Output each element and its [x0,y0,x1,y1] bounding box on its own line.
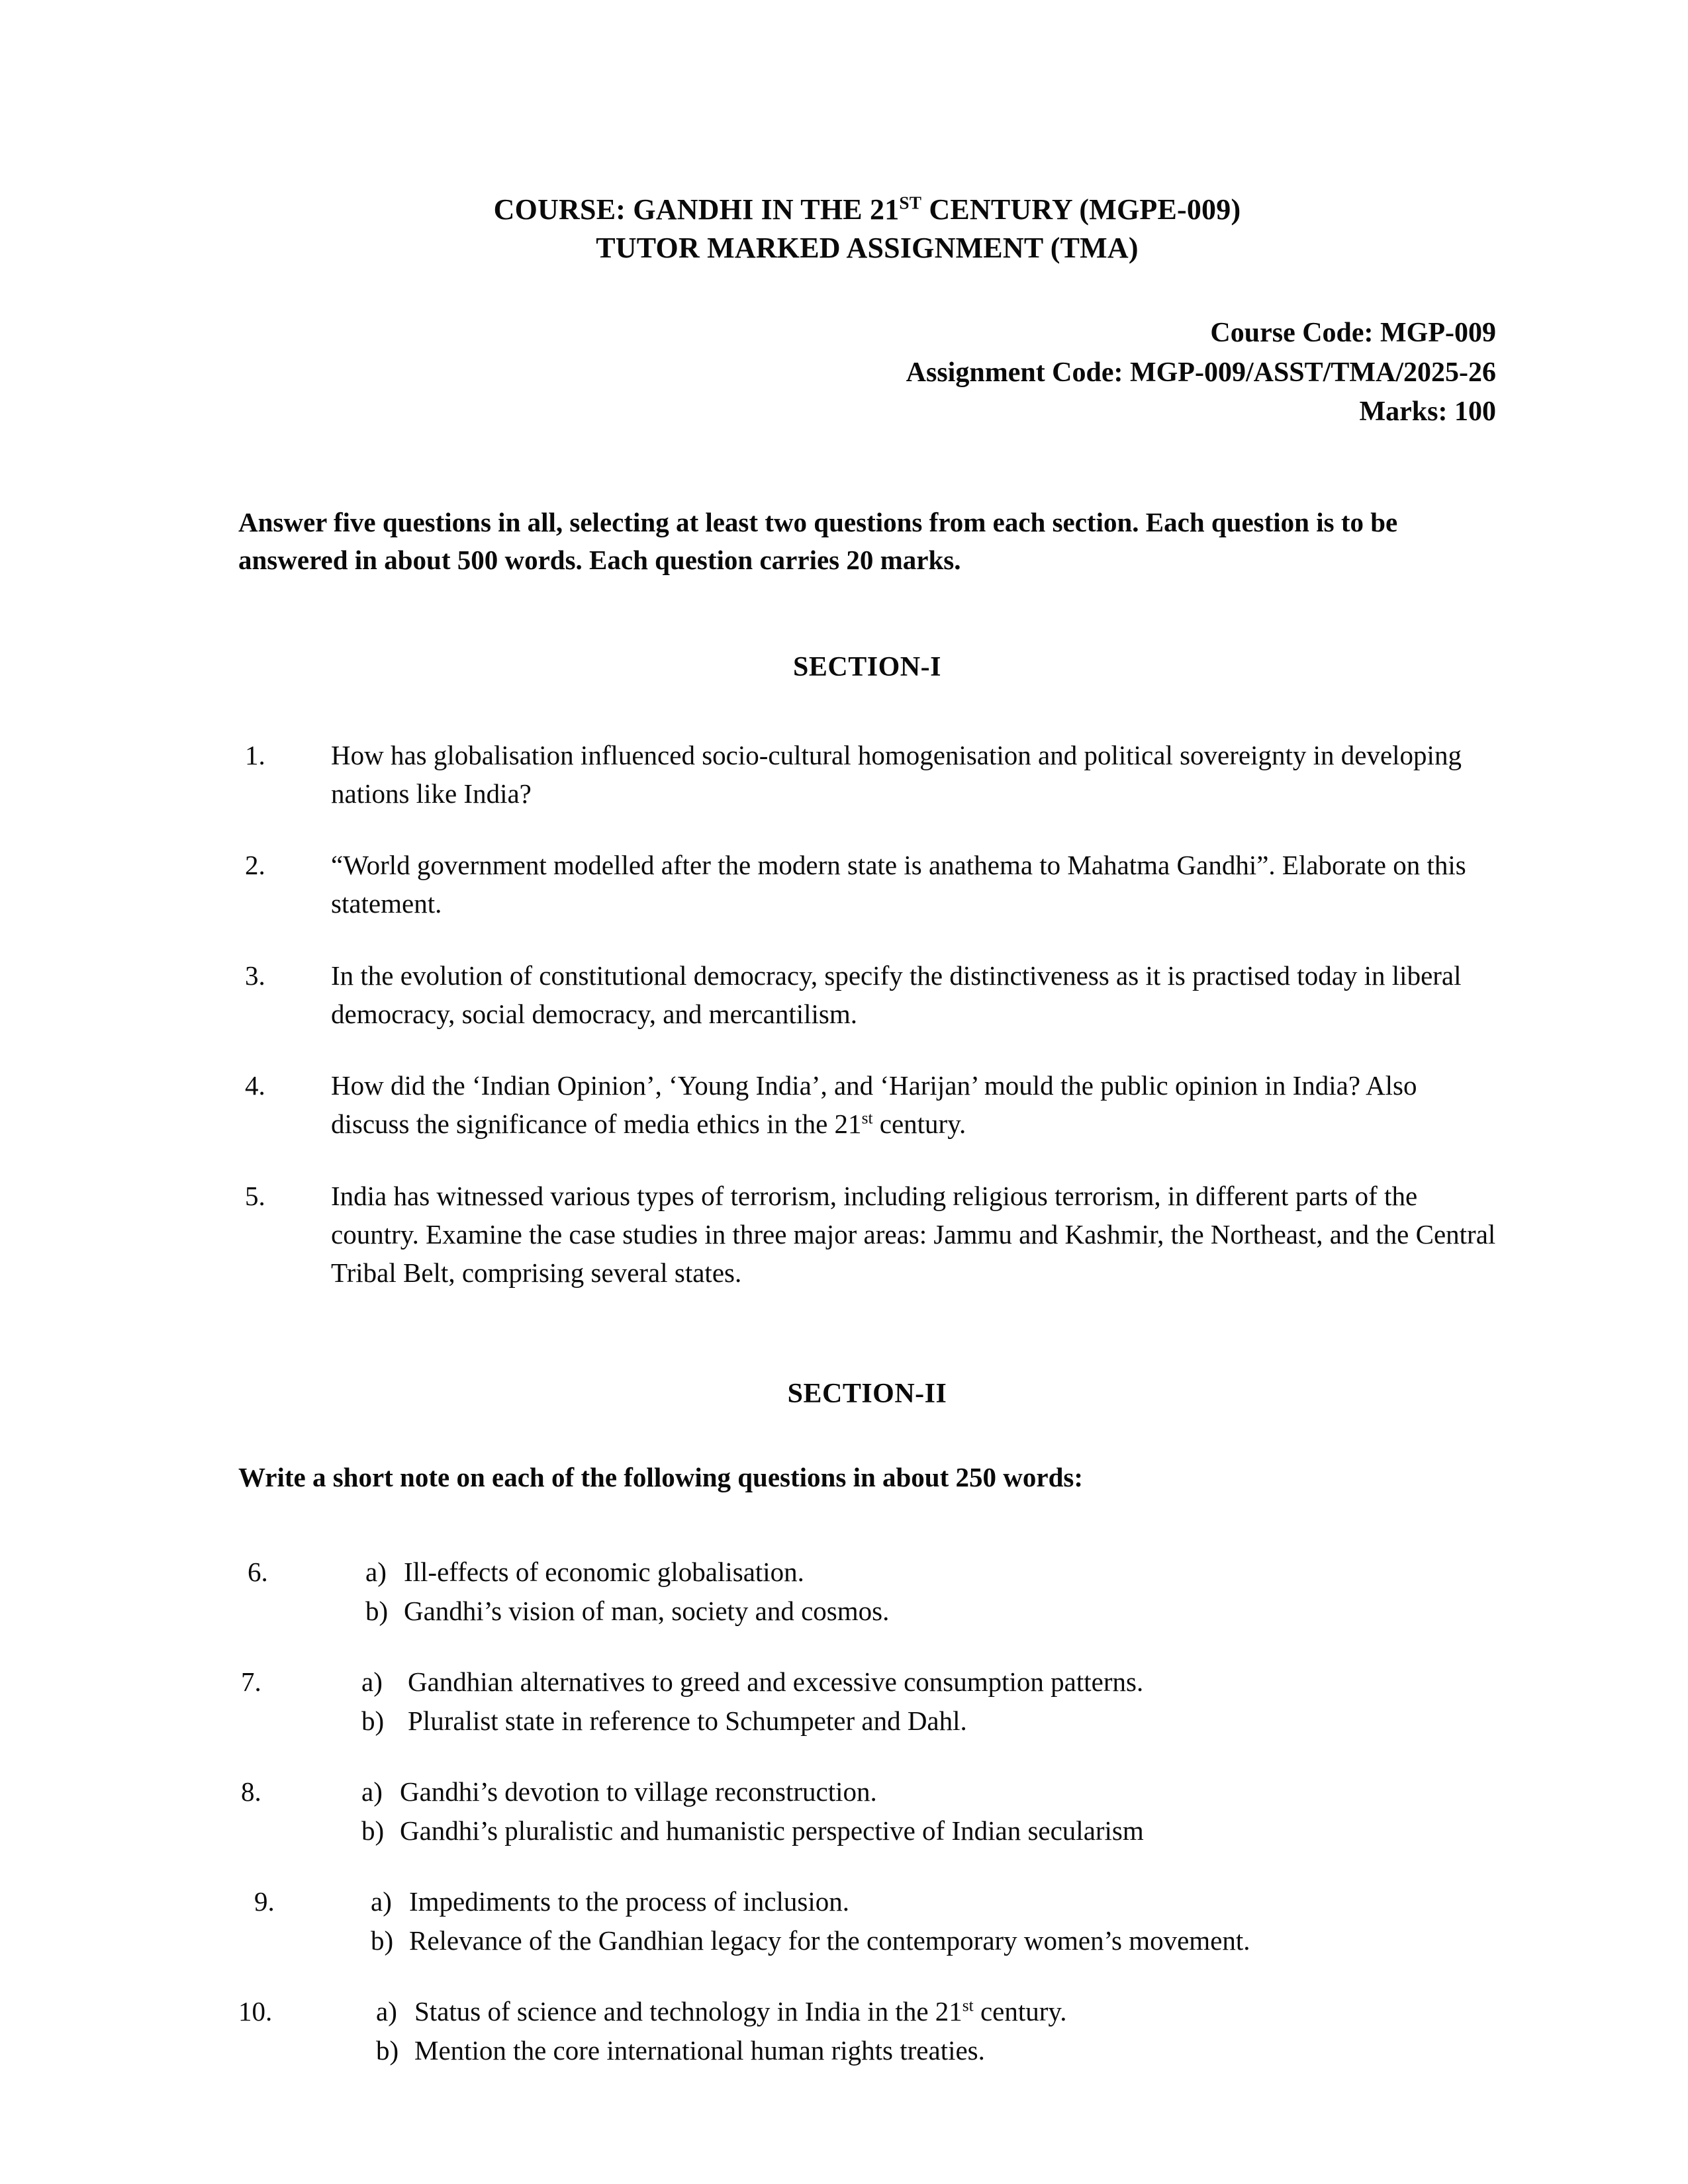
section-2-instruction: Write a short note on each of the following questions in about 250 words: [238,1462,1083,1493]
question-subitem-a [361,1772,1496,1811]
question-text [331,1066,1496,1143]
subitem-text [414,1992,1496,2031]
question-number: 8. [241,1776,261,1807]
question-text: How has globalisation influenced socio-cultural homogenisation and political sovereignty in developing nations like India? [331,739,1462,809]
main-instruction: Answer five questions in all, selecting at least two questions from each section. Each question is to be answered in about 500 words. Each question carries 20 marks. [238,507,1398,576]
course-title-line-1 [238,191,1496,229]
question-item [238,1066,1496,1143]
subitem-text: Gandhi’s pluralistic and humanistic perspective of Indian secularism [400,1815,1144,1846]
question-item [238,736,1496,813]
assignment-code: Assignment Code: MGP-009/ASST/TMA/2025-26 [906,357,1496,388]
subitem-marker: b) [361,1815,385,1846]
question-item [238,1177,1496,1293]
question-subitem-a [361,1662,1496,1702]
total-marks: Marks: 100 [1359,396,1496,428]
question-text: In the evolution of constitutional democracy, specify the distinctiveness as it is practised today in liberal democracy, social democracy, and mercantilism. [331,960,1462,1029]
question-subitem-a [376,1992,1496,2031]
subitem-text: Pluralist state in reference to Schumpeter and Dahl. [408,1705,967,1736]
question-item [238,1553,1496,1631]
subitem-marker: a) [361,1666,383,1697]
page-content [238,0,1496,2102]
question-item [238,1662,1496,1741]
question-item [238,1772,1496,1850]
question-number: 6. [248,1556,268,1587]
section-2-heading: SECTION-II [787,1379,947,1410]
question-subitems [351,1882,1496,1960]
question-ordinal-suffix: st [861,1109,873,1128]
question-subitem-b [361,1811,1496,1850]
subitem-marker: a) [376,1995,397,2026]
question-item [238,1992,1496,2070]
question-subitems [351,1553,1496,1631]
subitem-marker: b) [365,1595,389,1626]
subitem-text-post: century. [973,1995,1067,2026]
question-text: “World government modelled after the modern state is anathema to Mahatma Gandhi”. Elaborate on this statement. [331,850,1466,919]
subitem-text: Gandhi’s vision of man, society and cosmos. [404,1595,890,1626]
question-number: 7. [241,1666,261,1697]
question-number: 10. [238,1995,273,2026]
question-number: 9. [254,1886,275,1917]
question-subitem-b [376,2031,1496,2070]
question-number: 3. [245,960,265,991]
question-number: 2. [245,850,265,881]
subitem-marker: b) [361,1705,385,1736]
section-2-question-list [238,1553,1496,2070]
question-item [238,846,1496,923]
question-subitem-a [365,1553,1496,1592]
question-number: 5. [245,1180,265,1211]
subitem-marker: a) [365,1556,387,1587]
course-info-block [238,314,1496,432]
subitem-text: Ill-effects of economic globalisation. [404,1556,804,1587]
section-1-question-list [238,736,1496,1292]
subitem-text: Mention the core international human rights treaties. [414,2034,985,2066]
subitem-marker: a) [371,1886,392,1917]
question-text-post: century. [872,1109,966,1140]
question-subitem-b [361,1702,1496,1741]
question-subitem-b [371,1921,1496,1960]
subitem-ordinal-suffix: st [962,1996,974,2015]
question-subitems [351,1772,1496,1850]
course-title-ordinal-suffix: ST [899,193,922,213]
document-title-block [238,0,1496,267]
subitem-text: Impediments to the process of inclusion. [409,1886,849,1917]
subitem-marker: a) [361,1776,383,1807]
course-title-line-1-pre: COURSE: GANDHI IN THE 21 [493,193,900,226]
question-subitem-a [371,1882,1496,1921]
subitem-text-pre: Status of science and technology in India in the 21 [414,1995,962,2026]
question-subitem-b [365,1592,1496,1631]
section-1-heading: SECTION-I [793,651,941,682]
subitem-text: Gandhi’s devotion to village reconstruction. [400,1776,877,1807]
subitem-text: Gandhian alternatives to greed and excessive consumption patterns. [408,1666,1144,1697]
question-number: 4. [245,1070,265,1101]
subitem-marker: b) [371,1925,394,1956]
question-subitems [351,1992,1496,2070]
subitem-marker: b) [376,2034,399,2066]
subitem-text: Relevance of the Gandhian legacy for the contemporary women’s movement. [409,1925,1250,1956]
question-text-pre: How did the ‘Indian Opinion’, ‘Young India’, and ‘Harijan’ mould the public opinion in India? Also discuss the significance of media ethics in the 21 [331,1070,1417,1140]
question-number: 1. [245,739,265,770]
course-title-line-2: TUTOR MARKED ASSIGNMENT (TMA) [596,232,1139,265]
question-subitems [351,1662,1496,1741]
course-title-line-1-post: CENTURY (MGPE-009) [921,193,1241,226]
question-item [238,1882,1496,1960]
question-text: India has witnessed various types of terrorism, including religious terrorism, in different parts of the country. Examine the case studies in three major areas: Jammu and Kashmir, the Northeast, and the Central Tribal Belt, comprising several states. [331,1180,1496,1288]
course-code: Course Code: MGP-009 [1210,318,1496,349]
question-item [238,956,1496,1033]
